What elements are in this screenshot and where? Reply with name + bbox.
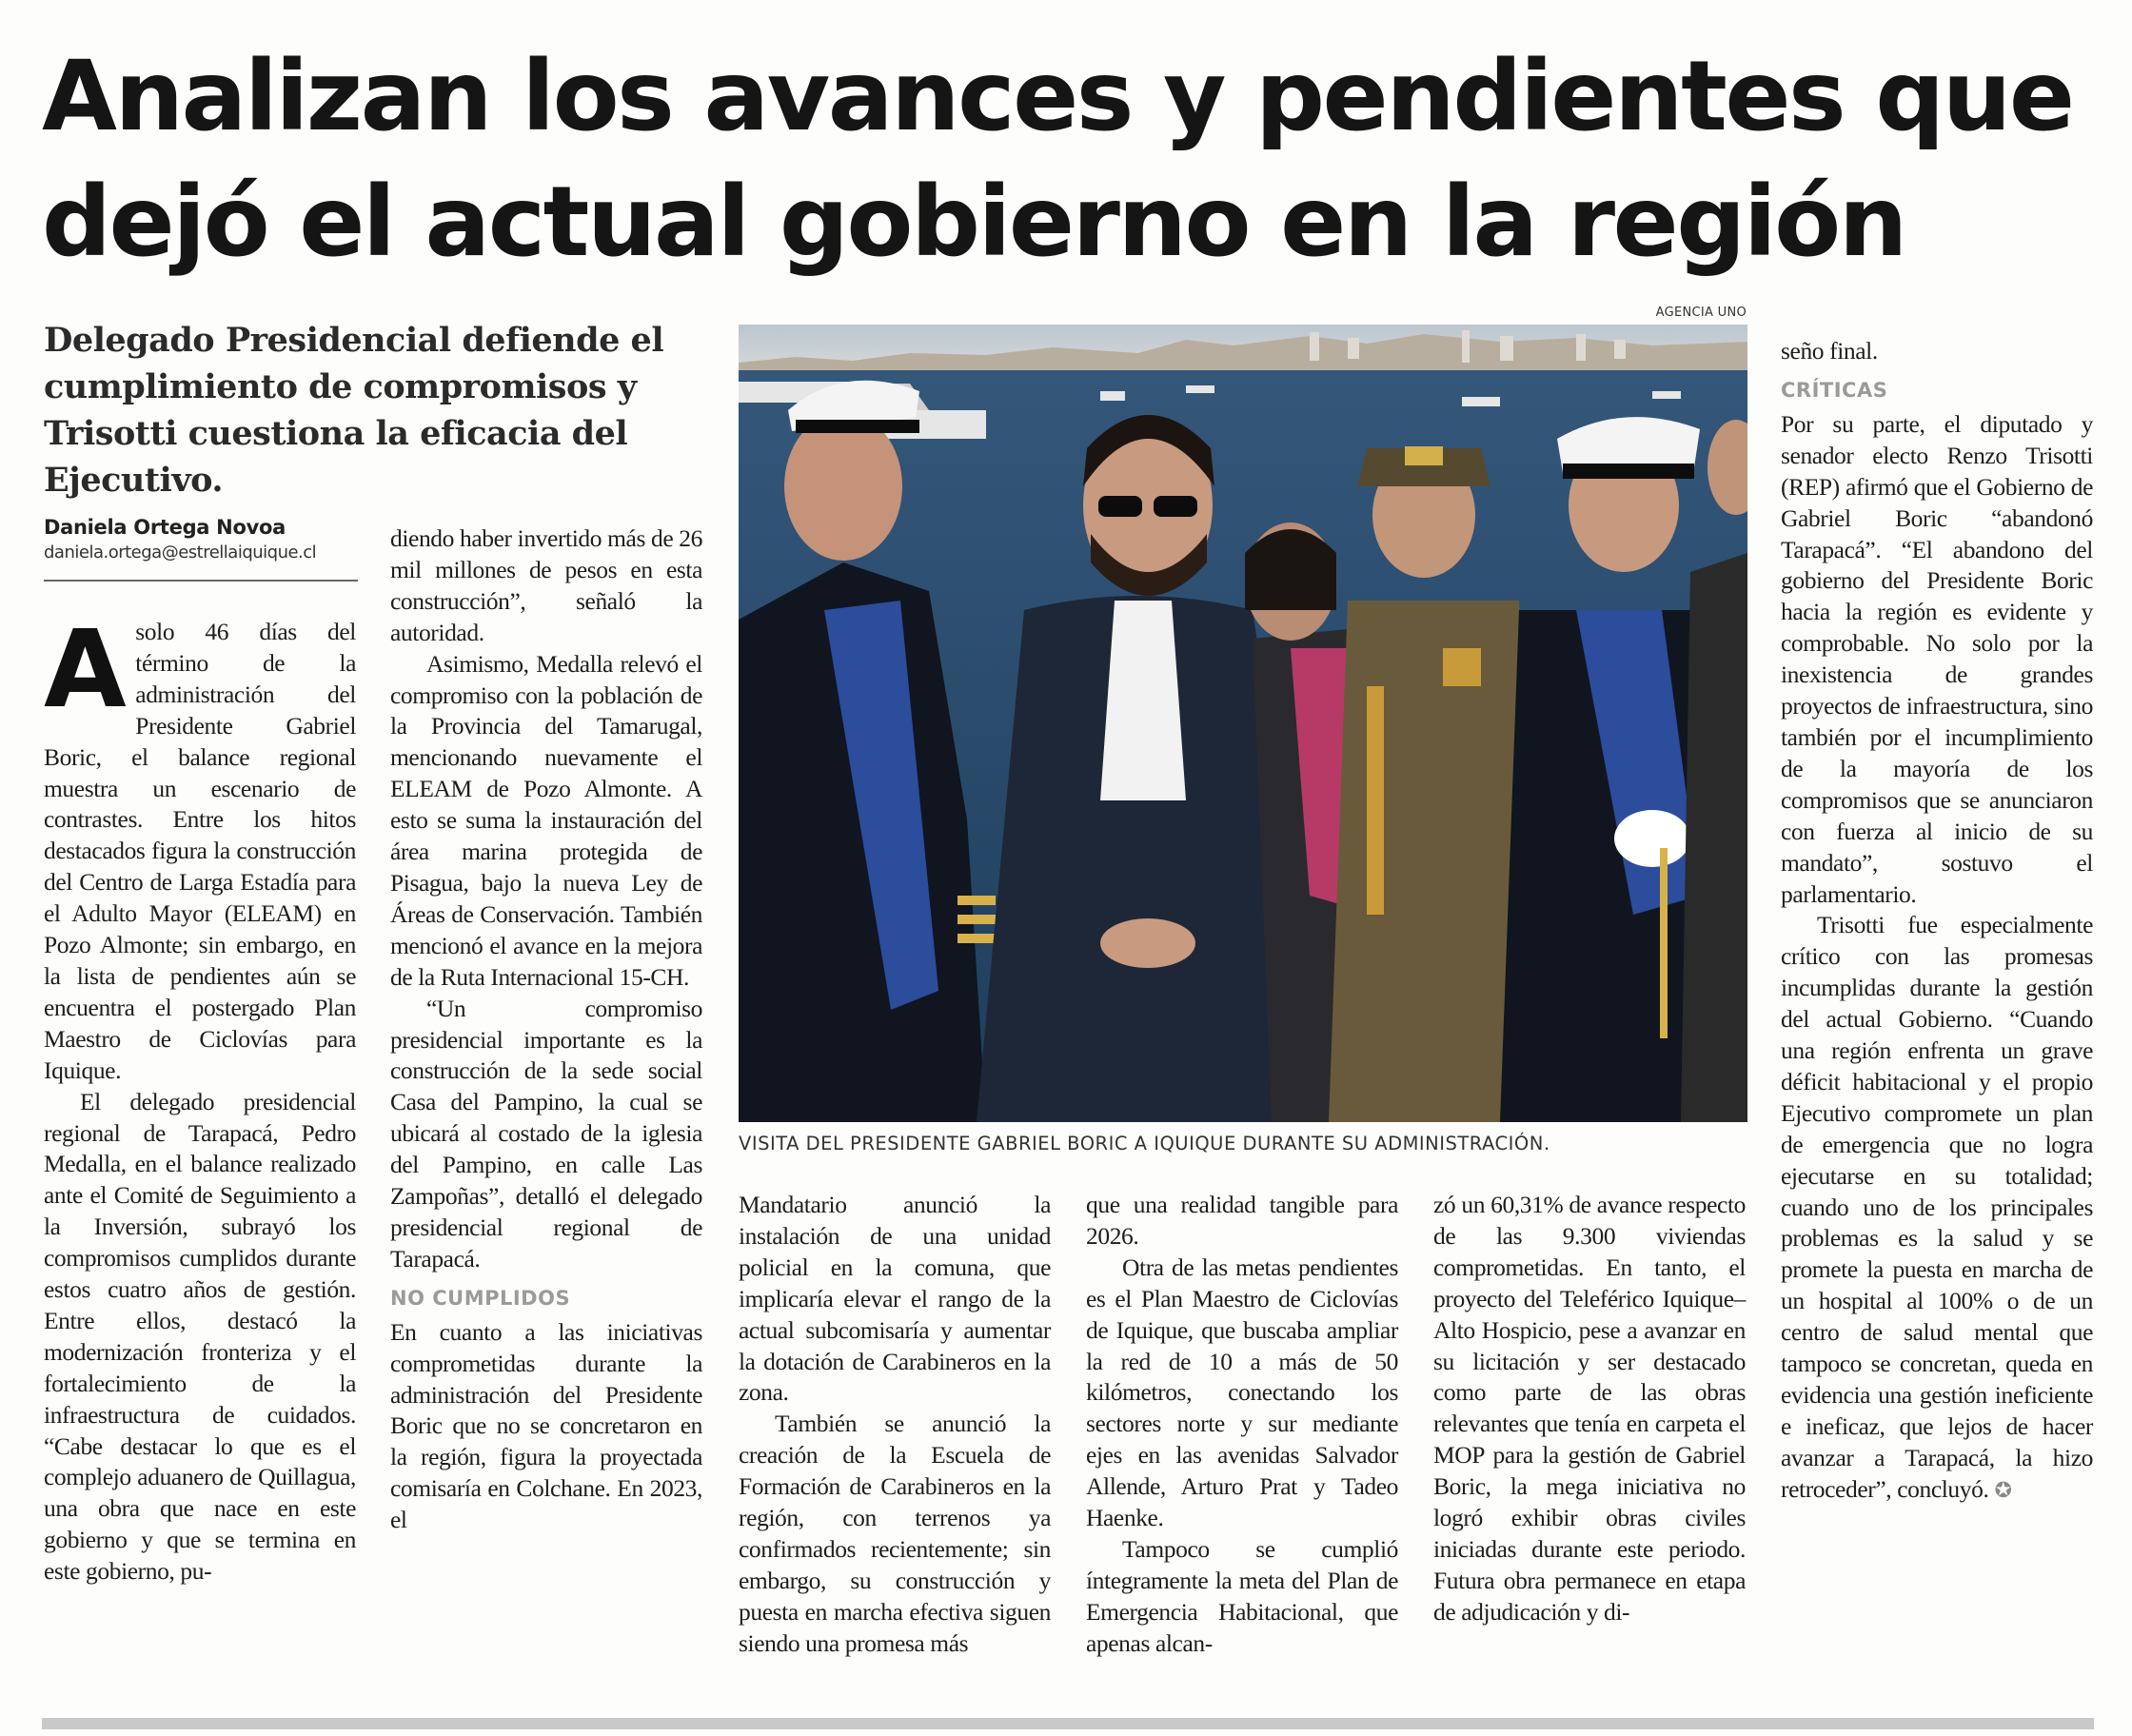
photo-illustration [739,325,1747,1122]
article-paragraph: Trisotti fue especialmente crítico con las promesas incumplidas durante la gestión del actual Gobierno. “Cuando una región enfrenta un grave déficit habitacional y el propio Ejecutivo compromete un plan de emergencia que no logra ejecutarse en su totalidad; cuando uno de los principales problemas es la salud y se promete la puesta en marcha de un hospital al 100% o de un centro de salud mental que tampoco se concretan, queda en evidencia una gestión ineficiente e ineficaz, que lejos de hacer avanzar a Tarapacá, la hizo retroceder”, concluyó. ✪ [1781,911,2093,1503]
headline-line-2: dejó el actual gobierno en la región [42,166,1905,279]
byline [44,514,358,565]
footer-bar [42,1718,2094,1729]
article-column-3 [739,1190,1051,1660]
article-column-2 [390,523,702,1536]
article-paragraph: seño final. [1781,337,1878,365]
article-paragraph: Otra de las metas pendientes es el Plan Maestro de Ciclovías de Iquique, que buscaba ampliar la red de 10 a más de 50 kilómetros, conectando los sectores norte y sur mediante ejes en las avenidas Salvador Allende, Arturo Prat y Tadeo Haenke. [1086,1253,1398,1532]
article-paragraph: zó un 60,31% de avance respecto de las 9.300 viviendas comprometidas. En tanto, el proyecto del Teleférico Iquique–Alto Hospicio, pese a avanzar en su licitación y ser destacado como parte de las obras relevantes que tenía en carpeta el MOP para la gestión de Gabriel Boric, la mega iniciativa no logró exhibir obras civiles iniciadas durante este periodo. Futura obra permanece en etapa de adjudicación y di- [1433,1191,1746,1626]
article-column-1 [44,608,356,1588]
article-paragraph: Por su parte, el diputado y senador electo Renzo Trisotti (REP) afirmó que el Gobierno de Gabriel Boric “abandonó Tarapacá”. “El abandono del gobierno del Presidente Boric hacia la región es evidente y comprobable. No solo por la inexistencia de grandes proyectos de infraestructura, sino también por el incumplimiento de la mayoría de los compromisos que se anunciaron con fuerza al inicio de su mandato”, sostuvo el parlamentario. [1781,409,2093,908]
article-column-5 [1433,1190,1746,1628]
drop-cap: A [44,608,127,732]
author-name: Daniela Ortega Novoa [44,516,286,539]
photo-credit: AGENCIA UNO [1655,306,1747,320]
article-paragraph: diendo haber invertido más de 26 mil millones de pesos en esta construcción”, señaló la autoridad. [390,524,702,646]
article-lead-paragraph: Asolo 46 días del término de la administración del Presidente Gabriel Boric, el balance regional muestra un escenario de contrastes. Entre los hitos destacados figura la construcción del Centro de Larga Estadía para el Adulto Mayor (ELEAM) en Pozo Almonte; sin embargo, en la lista de pendientes aún se encuentra el postergado Plan Maestro de Ciclovías para Iquique. [44,608,356,1084]
subheading-no-cumplidos: NO CUMPLIDOS [390,1286,571,1310]
article-paragraph: También se anunció la creación de la Escuela de Formación de Carabineros en la región, con terrenos ya confirmados recientemente; sin embargo, su construcción y puesta en marcha efectiva siguen siendo una promesa más [739,1410,1051,1657]
article-column-6 [1781,336,2093,1508]
article-paragraph: “Un compromiso presidencial importante es la construcción de la sede social Casa del Pampino, la cual se ubicará al costado de la iglesia del Pampino, en calle Las Zampoñas”, detalló el delegado presidencial regional de Tarapacá. [390,994,702,1272]
article-paragraph: Tampoco se cumplió íntegramente la meta del Plan de Emergencia Habitacional, que apenas alcan- [1086,1534,1398,1657]
subheading-criticas: CRÍTICAS [1781,378,1888,402]
deck-subtitle: Delegado Presidencial defiende el cumplimiento de compromisos y Trisotti cuestiona la eficacia del Ejecutivo. [44,321,664,500]
author-email[interactable]: daniela.ortega@estrellaiquique.cl [44,542,317,562]
article-paragraph: En cuanto a las iniciativas comprometidas durante la administración del Presidente Boric que no se concretaron en la región, figura la proyectada comisaría en Colchane. En 2023, el [390,1317,702,1534]
photo-caption: VISITA DEL PRESIDENTE GABRIEL BORIC A IQUIQUE DURANTE SU ADMINISTRACIÓN. [739,1133,1550,1154]
article-paragraph: Asimismo, Medalla relevó el compromiso con la población de la Provincia del Tamarugal, mencionando nuevamente el ELEAM de Pozo Almonte. A esto se suma la instauración del área marina protegida de Pisagua, bajo la nueva Ley de Áreas de Conservación. También mencionó el avance en la mejora de la Ruta Internacional 15-CH. [390,649,702,991]
article-paragraph: El delegado presidencial regional de Tarapacá, Pedro Medalla, en el balance realizado ante el Comité de Seguimiento a la Inversión, subrayó los compromisos cumplidos durante estos cuatro años de gestión. Entre ellos, destacó la modernización fronteriza y el fortalecimiento de la infraestructura de cuidados. “Cabe destacar lo que es el complejo aduanero de Quillagua, una obra que nace en este gobierno y que se termina en este gobierno, pu- [44,1087,356,1586]
news-photo [739,325,1747,1122]
article-paragraph: que una realidad tangible para 2026. [1086,1191,1398,1250]
headline-line-1: Analizan los avances y pendientes que [42,40,2073,153]
headline [42,34,2107,286]
article-column-4 [1086,1190,1398,1660]
end-of-article-icon: ✪ [1994,1478,2012,1503]
article-paragraph: Mandatario anunció la instalación de una unidad policial en la comuna, que implicaría elevar el rango de la actual subcomisaría y aumentar la dotación de Carabineros en la zona. [739,1191,1051,1407]
byline-divider [44,580,358,582]
